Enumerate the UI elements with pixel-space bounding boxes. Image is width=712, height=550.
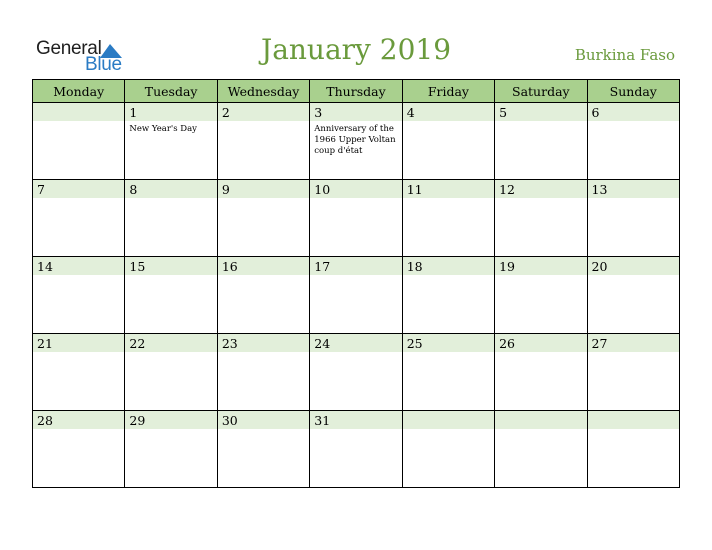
day-number-band — [33, 103, 124, 121]
day-number: 4 — [406, 105, 415, 120]
day-cell — [587, 334, 679, 411]
week-row — [33, 411, 680, 488]
day-number: 18 — [406, 259, 423, 274]
day-cell-body — [495, 411, 586, 487]
weekday-header: Tuesday — [125, 80, 217, 103]
day-cell — [33, 411, 125, 488]
day-cell — [402, 180, 494, 257]
day-cell-body — [218, 334, 309, 410]
day-cell-body — [403, 103, 494, 179]
day-cell — [125, 103, 217, 180]
logo-word-general: General — [36, 38, 102, 59]
day-cell — [402, 103, 494, 180]
week-row — [33, 180, 680, 257]
day-number: 9 — [221, 182, 230, 197]
day-number: 1 — [129, 105, 138, 120]
day-number: 10 — [314, 182, 331, 197]
day-cell-body — [218, 257, 309, 333]
weekday-header-row — [33, 80, 680, 103]
day-number: 31 — [314, 413, 331, 428]
weekday-header: Saturday — [495, 80, 587, 103]
day-cell — [587, 103, 679, 180]
day-cell — [125, 411, 217, 488]
day-number-band — [588, 411, 679, 429]
day-cell — [402, 334, 494, 411]
day-cell — [495, 103, 587, 180]
day-cell — [310, 334, 402, 411]
day-cell — [310, 257, 402, 334]
day-number-band — [403, 103, 494, 121]
weekday-header: Thursday — [310, 80, 402, 103]
day-number: 16 — [221, 259, 238, 274]
day-cell — [125, 257, 217, 334]
day-number: 13 — [591, 182, 608, 197]
day-cell-body — [218, 180, 309, 256]
day-cell-body — [125, 180, 216, 256]
day-cell-body — [495, 257, 586, 333]
day-cell-body — [310, 334, 401, 410]
day-cell — [587, 411, 679, 488]
day-number: 25 — [406, 336, 423, 351]
day-cell — [402, 411, 494, 488]
day-number-band — [588, 103, 679, 121]
day-cell — [125, 180, 217, 257]
day-number-band — [310, 103, 401, 121]
day-cell-body — [403, 411, 494, 487]
day-number-band — [125, 103, 216, 121]
day-cell-body — [588, 103, 679, 179]
day-cell-body — [588, 257, 679, 333]
country-label: Burkina Faso — [574, 46, 675, 64]
day-number: 12 — [499, 182, 516, 197]
day-number: 30 — [221, 413, 238, 428]
week-row — [33, 103, 680, 180]
day-number-band — [495, 103, 586, 121]
day-cell-body — [495, 334, 586, 410]
holiday-label: Anniversary of the 1966 Upper Voltan coup d'état — [314, 124, 396, 156]
day-number: 23 — [221, 336, 238, 351]
day-cell — [310, 411, 402, 488]
calendar-grid — [32, 79, 680, 488]
day-cell-body — [33, 103, 124, 179]
day-cell — [310, 180, 402, 257]
day-cell — [217, 411, 309, 488]
day-number: 21 — [37, 336, 53, 351]
day-cell-body — [33, 334, 124, 410]
day-number: 15 — [129, 259, 146, 274]
day-number: 26 — [499, 336, 516, 351]
day-number: 11 — [406, 182, 423, 197]
day-cell-body — [310, 411, 401, 487]
day-number-band — [218, 103, 309, 121]
day-cell — [33, 257, 125, 334]
day-cell — [587, 257, 679, 334]
day-number: 28 — [37, 413, 53, 428]
day-number: 27 — [591, 336, 608, 351]
day-number: 3 — [314, 105, 323, 120]
day-number-band — [495, 411, 586, 429]
day-number: 6 — [591, 105, 600, 120]
logo-word-blue: Blue — [85, 54, 122, 75]
day-cell-body — [403, 257, 494, 333]
day-cell-body — [403, 334, 494, 410]
day-cell — [33, 334, 125, 411]
day-cell — [217, 257, 309, 334]
day-number: 8 — [129, 182, 138, 197]
day-number: 2 — [221, 105, 230, 120]
day-cell-body — [125, 257, 216, 333]
day-cell — [402, 257, 494, 334]
day-cell-body — [125, 411, 216, 487]
weekday-header: Wednesday — [217, 80, 309, 103]
day-cell — [495, 411, 587, 488]
day-cell — [125, 334, 217, 411]
page-title: January 2019 — [260, 33, 452, 66]
day-number-band — [125, 180, 216, 198]
day-cell-body — [310, 257, 401, 333]
weekday-header: Friday — [402, 80, 494, 103]
day-cell — [310, 103, 402, 180]
day-number-band — [33, 180, 124, 198]
day-cell-body — [125, 103, 216, 179]
weekday-header: Monday — [33, 80, 125, 103]
day-cell — [495, 180, 587, 257]
day-number: 7 — [37, 182, 45, 197]
day-cell — [33, 103, 125, 180]
day-cell — [217, 334, 309, 411]
day-cell-body — [495, 103, 586, 179]
day-number: 5 — [499, 105, 508, 120]
day-cell-body — [125, 334, 216, 410]
week-row — [33, 334, 680, 411]
day-cell-body — [403, 180, 494, 256]
day-cell-body — [495, 180, 586, 256]
day-cell-body — [33, 257, 124, 333]
day-number: 17 — [314, 259, 331, 274]
weekday-header: Sunday — [587, 80, 679, 103]
day-cell-body — [310, 180, 401, 256]
day-cell-body — [310, 103, 401, 179]
day-cell — [217, 103, 309, 180]
day-number: 14 — [37, 259, 53, 274]
holiday-label: New Year's Day — [129, 124, 197, 134]
day-cell — [33, 180, 125, 257]
day-cell-body — [33, 180, 124, 256]
day-number: 29 — [129, 413, 146, 428]
day-cell-body — [588, 180, 679, 256]
day-cell — [217, 180, 309, 257]
day-cell-body — [33, 411, 124, 487]
week-row — [33, 257, 680, 334]
day-number: 20 — [591, 259, 608, 274]
day-number: 22 — [129, 336, 146, 351]
day-number-band — [403, 411, 494, 429]
day-cell — [495, 257, 587, 334]
day-number: 19 — [499, 259, 516, 274]
day-cell-body — [588, 411, 679, 487]
day-cell — [495, 334, 587, 411]
day-number: 24 — [314, 336, 331, 351]
day-cell-body — [218, 411, 309, 487]
day-cell — [587, 180, 679, 257]
day-cell-body — [218, 103, 309, 179]
day-number-band — [218, 180, 309, 198]
day-cell-body — [588, 334, 679, 410]
